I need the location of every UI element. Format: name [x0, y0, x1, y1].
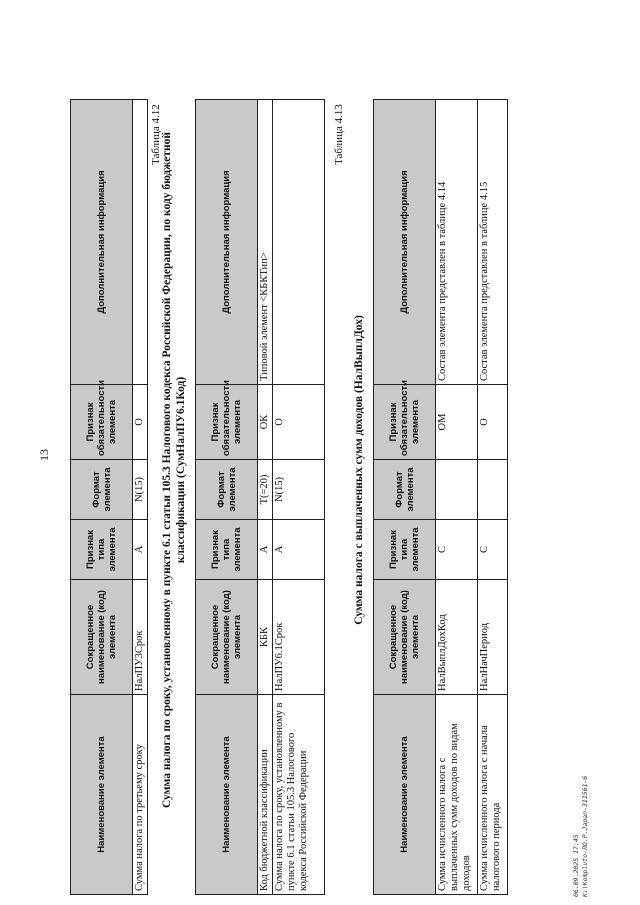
- cell-code: НалВыплДохКод: [436, 580, 478, 695]
- cell-name: Код бюджетной классификации: [258, 695, 273, 895]
- header-type: Признак типа элемента: [374, 520, 436, 580]
- cell-format: [478, 460, 508, 520]
- header-format: Формат элемента: [196, 460, 258, 520]
- table-row: [436, 100, 478, 895]
- cell-required: О: [478, 385, 508, 460]
- cell-code: НалНачПериод: [478, 580, 508, 695]
- page-number: 13: [37, 449, 51, 461]
- table-continued: [70, 99, 148, 895]
- cell-type: С: [436, 520, 478, 580]
- header-code: Сокращенное наименование (код) элемента: [196, 580, 258, 695]
- cell-type: А: [258, 520, 273, 580]
- header-info: Дополнительная информация: [71, 100, 133, 385]
- header-code: Сокращенное наименование (код) элемента: [71, 580, 133, 695]
- cell-code: НалПУ3Срок: [133, 580, 148, 695]
- cell-type: С: [478, 520, 508, 580]
- cell-name: Сумма налога по сроку, установленному в пункте 6.1 статьи 105.3 Налогового кодекса Российской Федерации: [273, 695, 325, 895]
- cell-name: Сумма налога по третьему сроку: [133, 695, 148, 895]
- header-name: Наименование элемента: [374, 695, 436, 895]
- cell-info: Состав элемента представлен в таблице 4.15: [478, 100, 508, 385]
- header-info: Дополнительная информация: [196, 100, 258, 385]
- cell-code: НалПУ6.1Срок: [273, 580, 325, 695]
- footer-path: К:\Kompluto-ЛО.Р.Japan-311561-6: [581, 775, 589, 897]
- table-4-12-heading: Сумма налога по сроку, установленному в пункте 6.1 статьи 105.3 Налогового кодекса Российской Федерации, по коду бюджетной классификации (СумНалПУ6.1Код): [161, 132, 187, 808]
- table-4-12: [195, 99, 325, 895]
- cell-type: А: [273, 520, 325, 580]
- header-type: Признак типа элемента: [71, 520, 133, 580]
- table-row: [258, 100, 273, 895]
- cell-type: А: [133, 520, 148, 580]
- header-type: Признак типа элемента: [196, 520, 258, 580]
- cell-format: [436, 460, 478, 520]
- header-name: Наименование элемента: [71, 695, 133, 895]
- cell-name: Сумма исчисленного налога с начала налогового периода: [478, 695, 508, 895]
- header-format: Формат элемента: [71, 460, 133, 520]
- header-code: Сокращенное наименование (код) элемента: [374, 580, 436, 695]
- table-4-12-caption: Таблица 4.12: [150, 104, 162, 165]
- cell-info: Состав элемента представлен в таблице 4.14: [436, 100, 478, 385]
- cell-required: О: [273, 385, 325, 460]
- cell-format: N(15): [133, 460, 148, 520]
- footer-timestamp: 06.09.2025 17:45: [572, 834, 580, 897]
- table-row: [133, 100, 148, 895]
- header-format: Формат элемента: [374, 460, 436, 520]
- cell-required: ОК: [258, 385, 273, 460]
- cell-code: КБК: [258, 580, 273, 695]
- header-required: Признак обязательности элемента: [374, 385, 436, 460]
- header-name: Наименование элемента: [196, 695, 258, 895]
- cell-info: [133, 100, 148, 385]
- cell-required: О: [133, 385, 148, 460]
- print-footer: [572, 776, 590, 897]
- cell-name: Сумма исчисленного налога с выплаченных сумм доходов по видам доходов: [436, 695, 478, 895]
- cell-info: [273, 100, 325, 385]
- header-required: Признак обязательности элемента: [71, 385, 133, 460]
- cell-format: N(15): [273, 460, 325, 520]
- cell-format: T(=20): [258, 460, 273, 520]
- table-row: [478, 100, 508, 895]
- table-row: [273, 100, 325, 895]
- header-required: Признак обязательности элемента: [196, 385, 258, 460]
- table-4-13-heading: Сумма налога с выплаченных сумм доходов (НалВыплДох): [353, 315, 365, 625]
- cell-info: Типовой элемент <КБКТип>: [258, 100, 273, 385]
- table-4-13: [373, 99, 508, 895]
- header-info: Дополнительная информация: [374, 100, 436, 385]
- cell-required: ОМ: [436, 385, 478, 460]
- table-4-13-caption: Таблица 4.13: [333, 104, 345, 165]
